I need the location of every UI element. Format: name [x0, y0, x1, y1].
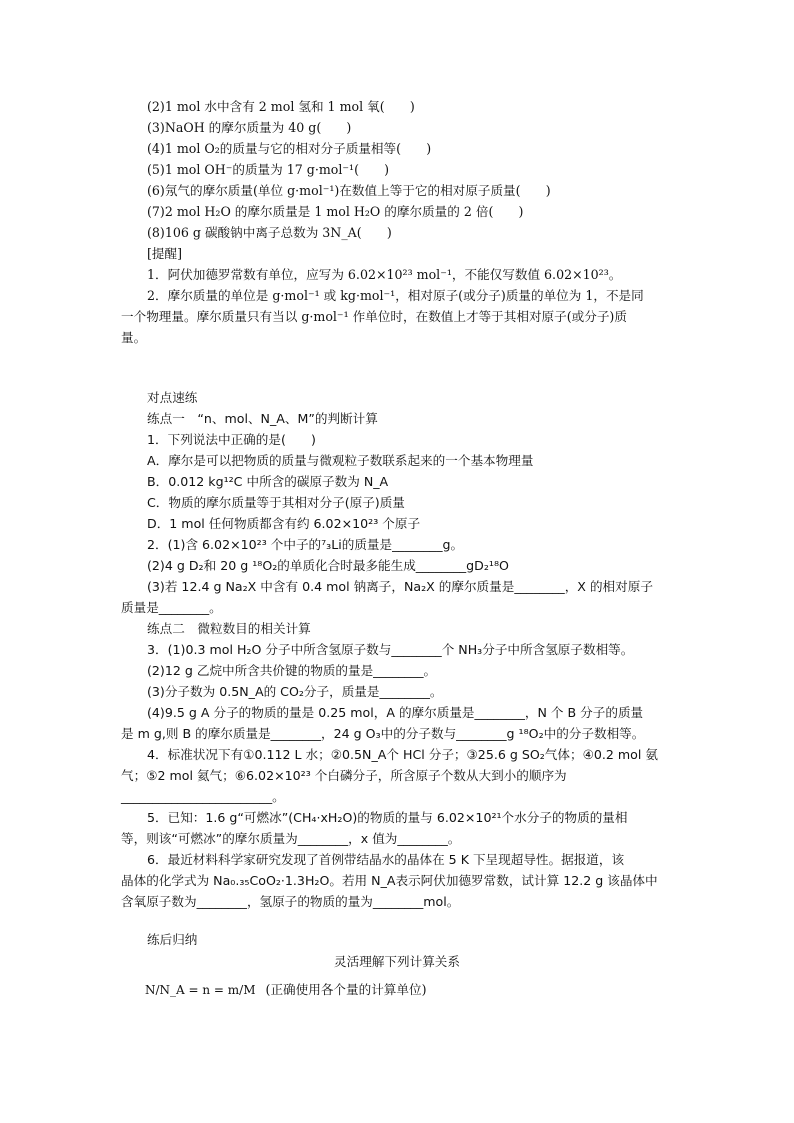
q3-part4-line1: (4)9.5 g A 分子的物质的量是 0.25 mol，A 的摩尔质量是________，N 个 B 分子的质量	[147, 705, 644, 720]
q2-part2: (2)4 g D₂和 20 g ¹⁸O₂的单质化合时最多能生成________gD₂¹⁸O	[147, 558, 509, 573]
q3-part3: (3)分子数为 0.5N_A的 CO₂分子，质量是________。	[147, 684, 443, 699]
q5-line2: 等，则该“可燃冰”的摩尔质量为________，x 值为________。	[121, 831, 461, 846]
judgement-item-5: (5)1 mol OH⁻的质量为 17 g·mol⁻¹( )	[147, 162, 390, 177]
tip-2-line3: 量。	[121, 330, 147, 345]
q6-line1: 6．最近材料科学家研究发现了首例带结晶水的晶体在 5 K 下呈现超导性。据报道，该	[147, 852, 625, 867]
judgement-item-3: (3)NaOH 的摩尔质量为 40 g( )	[147, 120, 352, 135]
summary-formula	[145, 980, 426, 1000]
q2-part3-line1: (3)若 12.4 g Na₂X 中含有 0.4 mol 钠离子，Na₂X 的摩尔质量是________，X 的相对原子	[147, 579, 653, 594]
q1-option-d: D．1 mol 任何物质都含有约 6.02×10²³ 个原子	[147, 516, 421, 531]
point2-title: 练点二 微粒数目的相关计算	[147, 621, 311, 636]
tip-1: 1．阿伏加德罗常数有单位，应写为 6.02×10²³ mol⁻¹，不能仅写数值 6.02×10²³。	[147, 267, 622, 282]
point1-title: 练点一 “n、mol、N_A、M”的判断计算	[147, 411, 378, 426]
summary-subtitle: 灵活理解下列计算关系	[334, 954, 460, 969]
tip-heading: [提醒]	[147, 246, 183, 261]
q1-option-c: C．物质的摩尔质量等于其相对分子(原子)质量	[147, 495, 405, 510]
q6-line3: 含氧原子数为________，氢原子的物质的量为________mol。	[121, 894, 460, 909]
q1-stem: 1．下列说法中正确的是( )	[147, 432, 316, 447]
q4-line1: 4．标准状况下有①0.112 L 水；②0.5N_A个 HCl 分子；③25.6 g SO₂气体；④0.2 mol 氨	[147, 747, 658, 762]
q2-part3-line2: 质量是________。	[121, 600, 222, 615]
q3-part1: 3．(1)0.3 mol H₂O 分子中所含氢原子数与________个 NH₃分子中所含氢原子数相等。	[147, 642, 634, 657]
judgement-item-8: (8)106 g 碳酸钠中离子总数为 3N_A( )	[147, 225, 392, 240]
q2-part1: 2．(1)含 6.02×10²³ 个中子的⁷₃Li的质量是________g。	[147, 537, 464, 552]
q6-line2: 晶体的化学式为 Na₀.₃₅CoO₂·1.3H₂O。若用 N_A表示阿伏加德罗常数，试计算 12.2 g 该晶体中	[121, 873, 658, 888]
judgement-item-2: (2)1 mol 水中含有 2 mol 氢和 1 mol 氧( )	[147, 99, 415, 114]
formula-text: N/N_A = n = m/M	[145, 983, 256, 997]
q1-option-a: A．摩尔是可以把物质的质量与微观粒子数联系起来的一个基本物理量	[147, 453, 534, 468]
q4-line3: ________________________。	[121, 789, 285, 804]
tip-2-line2: 一个物理量。摩尔质量只有当以 g·mol⁻¹ 作单位时，在数值上才等于其相对原子(或分子)质	[121, 309, 627, 324]
tip-2-line1: 2．摩尔质量的单位是 g·mol⁻¹ 或 kg·mol⁻¹，相对原子(或分子)质量的单位为 1，不是同	[147, 288, 644, 303]
judgement-item-4: (4)1 mol O₂的质量与它的相对分子质量相等( )	[147, 141, 432, 156]
practice-title: 对点速练	[147, 390, 198, 405]
summary-title: 练后归纳	[147, 932, 198, 947]
q3-part2: (2)12 g 乙烷中所含共价键的物质的量是________。	[147, 663, 437, 678]
formula-note: (正确使用各个量的计算单位)	[265, 982, 427, 997]
judgement-item-7: (7)2 mol H₂O 的摩尔质量是 1 mol H₂O 的摩尔质量的 2 倍( )	[147, 204, 524, 219]
q5-line1: 5．已知：1.6 g“可燃冰”(CH₄·xH₂O)的物质的量与 6.02×10²¹个水分子的物质的量相	[147, 810, 628, 825]
q3-part4-line2: 是 m g,则 B 的摩尔质量是________，24 g O₃中的分子数与________g ¹⁸O₂中的分子数相等。	[121, 726, 645, 741]
q4-line2: 气；⑤2 mol 氦气；⑥6.02×10²³ 个白磷分子，所含原子个数从大到小的顺序为	[121, 768, 567, 783]
q1-option-b: B．0.012 kg¹²C 中所含的碳原子数为 N_A	[147, 474, 389, 489]
judgement-item-6: (6)氖气的摩尔质量(单位 g·mol⁻¹)在数值上等于它的相对原子质量( )	[147, 183, 551, 198]
